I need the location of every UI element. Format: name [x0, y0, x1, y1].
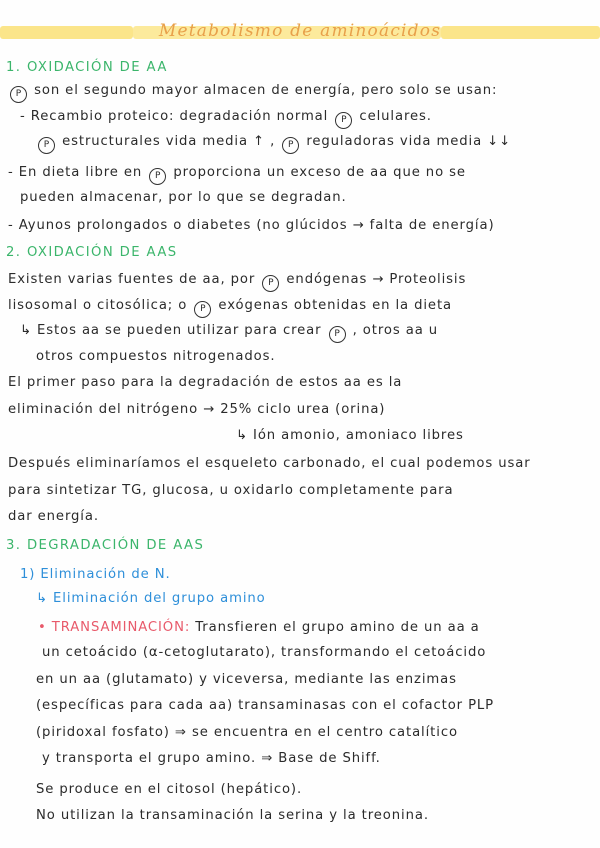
- s2-line-2-text-b: exógenas obtenidas en la dieta: [218, 298, 453, 313]
- protein-symbol: P: [329, 326, 346, 343]
- s1-line-4: [8, 165, 466, 185]
- s3-line-5: (piridoxal fosfato) ⇒ se encuentra en el centro catalítico: [36, 725, 458, 740]
- s1-line-3-text-b: reguladoras vida media ↓↓: [306, 134, 512, 149]
- s2-line-2-text-a: lisosomal o citosólica; o: [8, 298, 188, 313]
- s2-line-5: El primer paso para la degradación de estos aa es la: [8, 375, 403, 390]
- s1-line-2-text-a: - Recambio proteico: degradación normal: [20, 109, 329, 124]
- protein-symbol: P: [282, 137, 299, 154]
- protein-symbol: P: [38, 137, 55, 154]
- s3-line-7: Se produce en el citosol (hepático).: [36, 782, 303, 797]
- s3-line-8: No utilizan la transaminación la serina y la treonina.: [36, 808, 429, 823]
- s2-line-8: Después eliminaríamos el esqueleto carbonado, el cual podemos usar: [8, 456, 531, 471]
- s1-line-1-text: son el segundo mayor almacen de energía, pero solo se usan:: [34, 83, 498, 98]
- s1-line-1: [8, 83, 497, 103]
- s2-line-1-text-a: Existen varias fuentes de aa, por: [8, 272, 256, 287]
- s2-line-3-text-b: , otros aa u: [352, 323, 439, 338]
- s1-line-5: pueden almacenar, por lo que se degradan.: [20, 190, 347, 205]
- s3-subheading-2: ↳ Eliminación del grupo amino: [36, 591, 266, 606]
- s1-line-2: [20, 109, 432, 129]
- s2-line-1: [8, 272, 466, 292]
- s3-line-6: y transporta el grupo amino. ⇒ Base de Shiff.: [42, 751, 381, 766]
- protein-symbol: P: [262, 275, 279, 292]
- protein-symbol: P: [194, 301, 211, 318]
- s2-line-4: otros compuestos nitrogenados.: [36, 349, 276, 364]
- s1-line-3: [36, 134, 511, 154]
- protein-symbol: P: [10, 86, 27, 103]
- section-1-heading: 1. OXIDACIÓN DE AA: [6, 60, 168, 75]
- s2-line-3: [20, 323, 438, 343]
- s2-line-10: dar energía.: [8, 509, 99, 524]
- s2-line-1-text-b: endógenas → Proteolisis: [286, 272, 467, 287]
- s2-line-6: eliminación del nitrógeno → 25% ciclo urea (orina): [8, 402, 386, 417]
- s2-line-9: para sintetizar TG, glucosa, u oxidarlo completamente para: [8, 483, 454, 498]
- protein-symbol: P: [149, 168, 166, 185]
- title-banner: [0, 20, 600, 44]
- section-3-heading: 3. DEGRADACIÓN DE AAS: [6, 538, 205, 553]
- s2-line-2: [8, 298, 452, 318]
- section-2-heading: 2. OXIDACIÓN DE AAS: [6, 245, 178, 260]
- s3-line-1-text: Transfieren el grupo amino de un aa a: [195, 620, 480, 635]
- s3-line-4: (específicas para cada aa) transaminasas con el cofactor PLP: [36, 698, 495, 713]
- s3-line-3: en un aa (glutamato) y viceversa, mediante las enzimas: [36, 672, 457, 687]
- transaminacion-label: • TRANSAMINACIÓN:: [38, 620, 191, 635]
- s3-line-2: un cetoácido (α-cetoglutarato), transformando el cetoácido: [42, 645, 487, 660]
- protein-symbol: P: [335, 112, 352, 129]
- s1-line-4-text-a: - En dieta libre en: [8, 165, 143, 180]
- s3-line-1: [38, 620, 480, 635]
- s3-subheading-1: 1) Eliminación de N.: [20, 567, 171, 582]
- s1-line-4-text-b: proporciona un exceso de aa que no se: [173, 165, 466, 180]
- s1-line-2-text-b: celulares.: [359, 109, 432, 124]
- page-title: Metabolismo de aminoácidos: [158, 21, 442, 41]
- s1-line-3-text-a: estructurales vida media ↑ ,: [62, 134, 276, 149]
- s2-line-7: ↳ Ión amonio, amoniaco libres: [236, 428, 464, 443]
- s2-line-3-text-a: ↳ Estos aa se pueden utilizar para crear: [20, 323, 322, 338]
- s1-line-6: - Ayunos prolongados o diabetes (no glúcidos → falta de energía): [8, 218, 495, 233]
